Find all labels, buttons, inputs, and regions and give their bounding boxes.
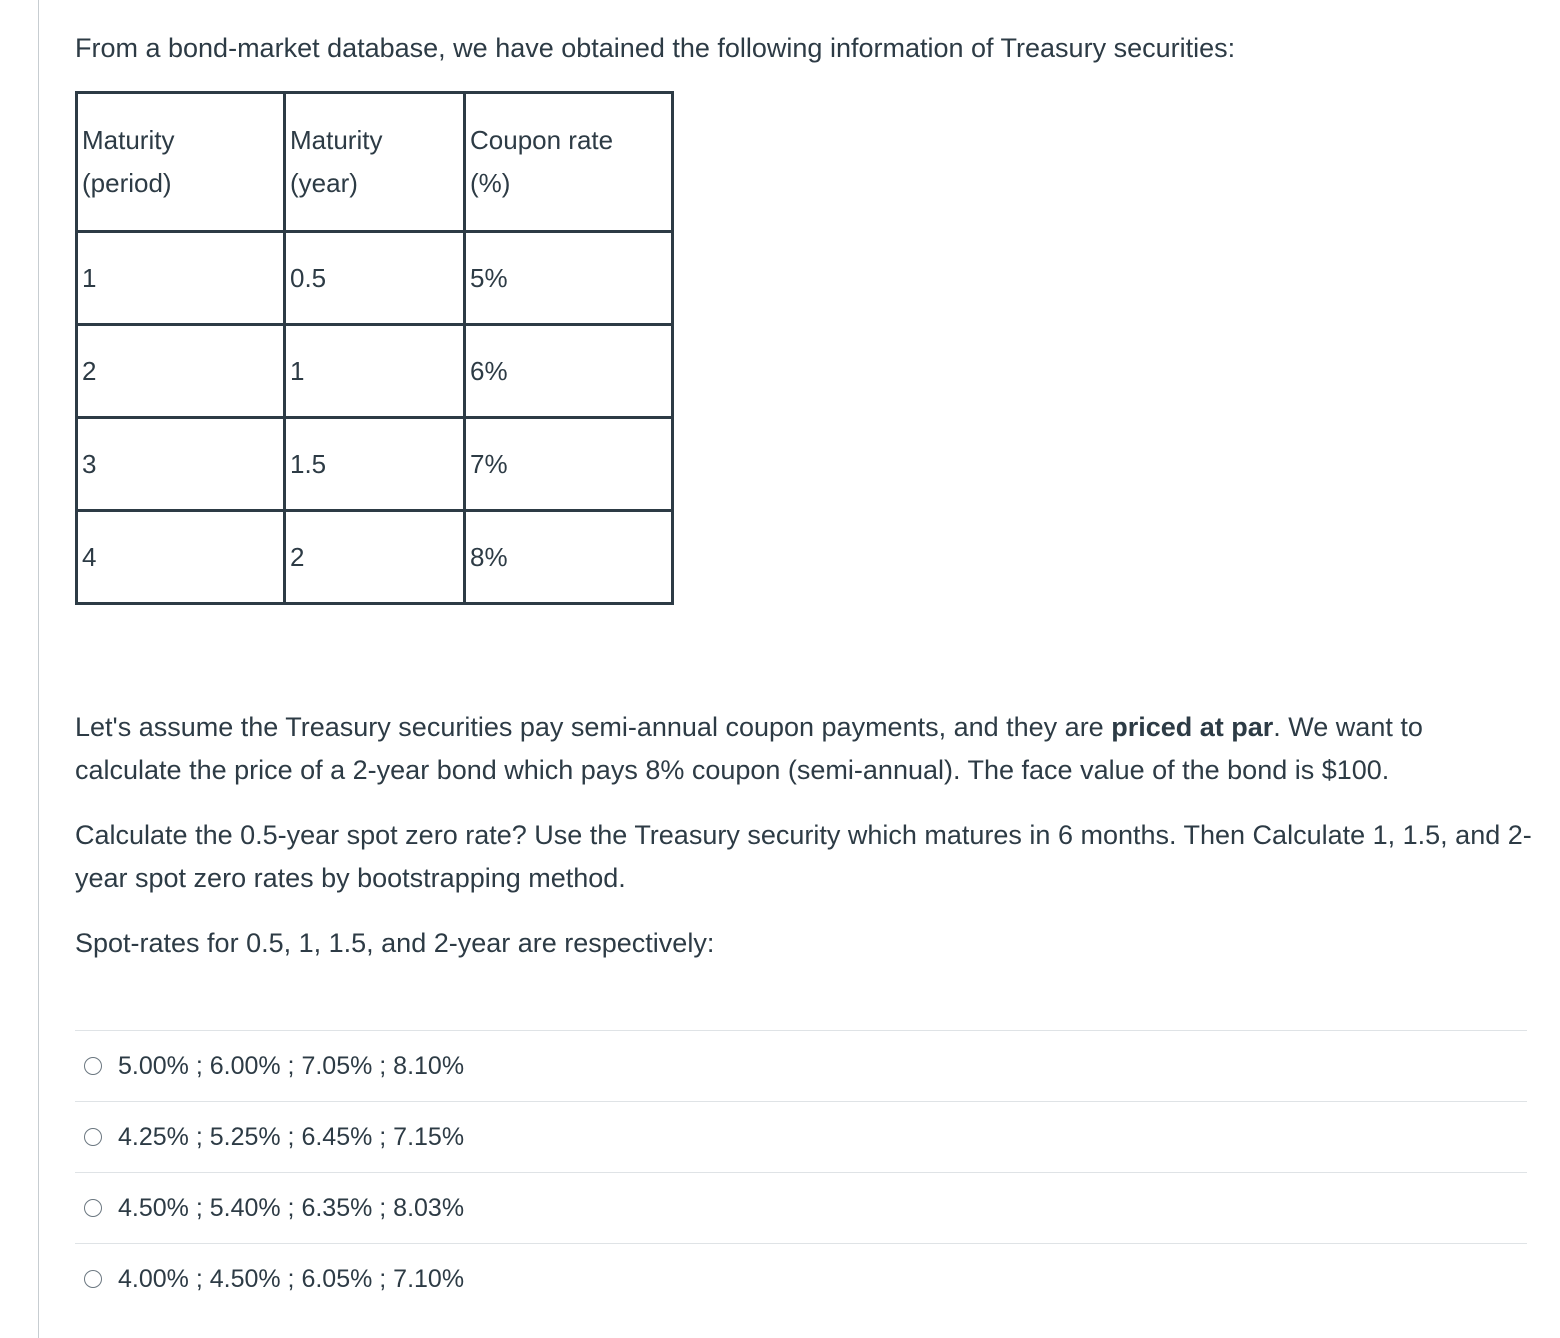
cell-coupon: 5%	[465, 232, 673, 325]
answer-label: 4.00% ; 4.50% ; 6.05% ; 7.10%	[118, 1264, 465, 1293]
cell-year: 0.5	[285, 232, 465, 325]
cell-coupon: 8%	[465, 511, 673, 604]
header-maturity-year: Maturity (year)	[285, 93, 465, 232]
table-row	[77, 232, 673, 325]
radio-button[interactable]	[84, 1128, 102, 1146]
answer-options	[75, 1030, 1527, 1314]
table-header-row	[77, 93, 673, 232]
cell-year: 2	[285, 511, 465, 604]
radio-button[interactable]	[84, 1199, 102, 1217]
radio-button[interactable]	[84, 1270, 102, 1288]
answer-label: 4.25% ; 5.25% ; 6.45% ; 7.15%	[118, 1122, 465, 1151]
table-row	[77, 511, 673, 604]
cell-year: 1	[285, 325, 465, 418]
intro-text: From a bond-market database, we have obtained the following information of Treasury securities:	[75, 33, 1236, 63]
table-row	[77, 325, 673, 418]
radio-button[interactable]	[84, 1057, 102, 1075]
answer-option-4[interactable]	[75, 1243, 1527, 1314]
table-row	[77, 418, 673, 511]
cell-coupon: 6%	[465, 325, 673, 418]
cell-coupon: 7%	[465, 418, 673, 511]
answer-option-1[interactable]	[75, 1030, 1527, 1101]
priced-at-par-emphasis: priced at par	[1111, 712, 1274, 742]
treasury-table	[75, 91, 674, 605]
left-border-rule	[38, 0, 39, 1338]
answer-option-3[interactable]	[75, 1172, 1527, 1243]
question-prompt: Spot-rates for 0.5, 1, 1.5, and 2-year are respectively:	[75, 928, 715, 958]
header-maturity-period: Maturity (period)	[77, 93, 285, 232]
answer-option-2[interactable]	[75, 1101, 1527, 1172]
answer-label: 5.00% ; 6.00% ; 7.05% ; 8.10%	[118, 1051, 465, 1080]
cell-period: 4	[77, 511, 285, 604]
answer-label: 4.50% ; 5.40% ; 6.35% ; 8.03%	[118, 1193, 465, 1222]
instruction-paragraph: Calculate the 0.5-year spot zero rate? Use the Treasury security which matures in 6 months. Then Calculate 1, 1.5, and 2-year spot zero rates by bootstrapping method.	[75, 820, 1532, 893]
cell-period: 2	[77, 325, 285, 418]
cell-period: 1	[77, 232, 285, 325]
cell-period: 3	[77, 418, 285, 511]
assumption-paragraph: Let's assume the Treasury securities pay semi-annual coupon payments, and they are priced at par. We want to calculate the price of a 2-year bond which pays 8% coupon (semi-annual). The face value of the bond is $100.	[75, 712, 1423, 785]
cell-year: 1.5	[285, 418, 465, 511]
header-coupon-rate: Coupon rate (%)	[465, 93, 673, 232]
